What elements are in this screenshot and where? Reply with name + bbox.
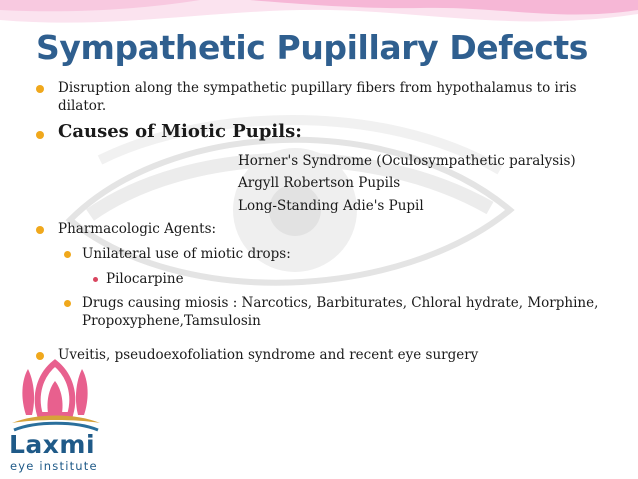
cause-item: Horner's Syndrome (Oculosympathetic paralysis) (238, 153, 576, 169)
logo-name: Laxmi (9, 430, 96, 459)
slide-title: Sympathetic Pupillary Defects (36, 28, 589, 67)
cause-item: Argyll Robertson Pupils (238, 175, 401, 191)
bullet-text-continued: dilator. (58, 98, 107, 114)
bullet-icon (36, 226, 44, 234)
sub-bullet-text-continued: Propoxyphene,Tamsulosin (82, 313, 261, 329)
sub-bullet-text: Drugs causing miosis : Narcotics, Barbiturates, Chloral hydrate, Morphine, (82, 295, 599, 311)
sub-sub-bullet-icon (93, 277, 98, 282)
sub-bullet-icon (64, 300, 71, 307)
bullet-text: Pharmacologic Agents: (58, 221, 217, 237)
bullet-icon (36, 131, 44, 139)
logo-subtitle: eye institute (10, 459, 98, 473)
bullet-text: Uveitis, pseudoexofoliation syndrome and recent eye surgery (58, 347, 479, 363)
sub-bullet-text: Unilateral use of miotic drops: (82, 246, 291, 262)
sub-sub-bullet-text: Pilocarpine (106, 271, 184, 287)
sub-bullet-icon (64, 251, 71, 258)
cause-item: Long-Standing Adie's Pupil (238, 198, 424, 214)
bullet-text: Disruption along the sympathetic pupillary fibers from hypothalamus to iris (58, 80, 577, 96)
bullet-heading: Causes of Miotic Pupils: (58, 121, 302, 142)
bullet-icon (36, 85, 44, 93)
